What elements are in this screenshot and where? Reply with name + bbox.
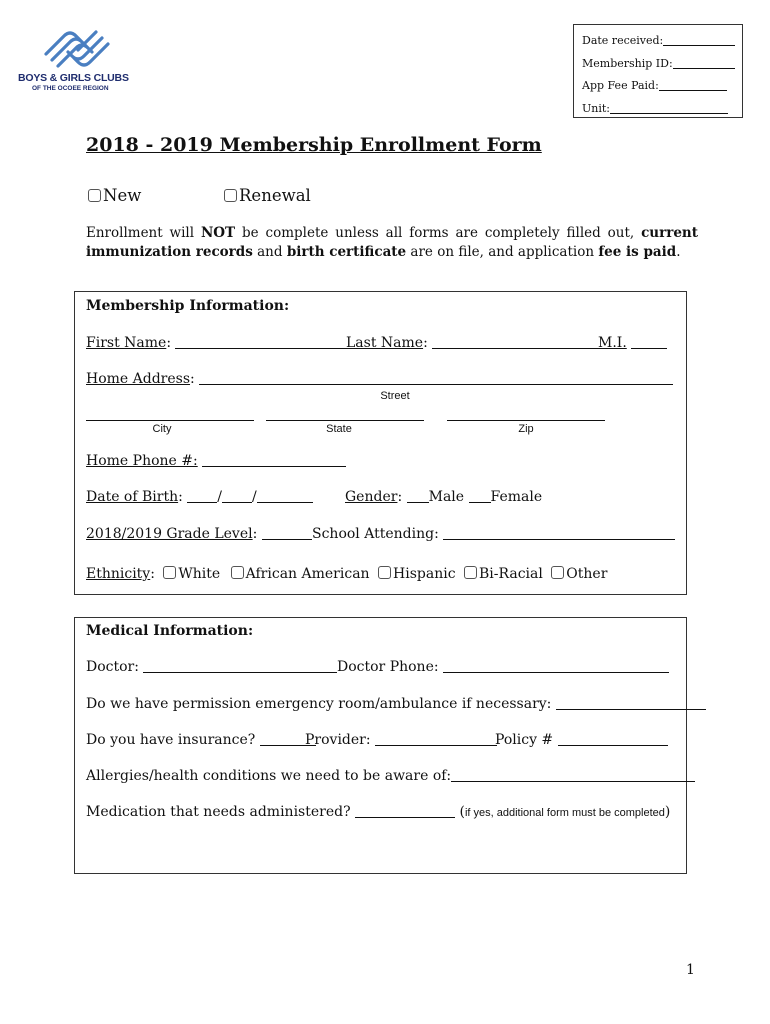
gender-row: Gender: Male Female [345,489,543,505]
ethnicity-other-label: Other [566,566,608,582]
city-caption: City [152,423,172,435]
membership-id-label: Membership ID: [582,56,673,70]
doctor-label: Doctor: [86,659,139,675]
male-field[interactable] [407,489,429,503]
state-field[interactable] [266,407,424,423]
notice-immunization: current immunization records [86,225,698,260]
grade-row: 2018/2019 Grade Level: [86,526,312,542]
ethnicity-african-american-checkbox[interactable] [231,566,244,579]
notice-text: be complete unless all forms are completely filled out, [235,225,642,241]
street-caption: Street [380,390,410,402]
last-name-field[interactable] [432,335,604,349]
ethnicity-biracial-label: Bi-Racial [478,566,543,582]
notice-text: are on file, and application [406,244,599,260]
date-received-field[interactable] [663,32,735,46]
home-phone-row [86,453,346,469]
office-use-box [573,24,743,118]
grade-level-field[interactable] [262,526,312,540]
zip-caption: Zip [518,423,534,435]
ethnicity-hispanic-checkbox[interactable] [378,566,391,579]
name-row: First Name: [86,335,353,351]
mi-label: M.I. [598,335,627,351]
school-label: School Attending: [312,526,439,542]
ethnicity-african-american-label: African American [245,566,370,582]
grade-level-label: 2018/2019 Grade Level [86,526,253,542]
notice-birth-certificate: birth certificate [286,244,407,260]
female-field[interactable] [469,489,491,503]
medication-field[interactable] [355,804,455,818]
doctor-phone-field[interactable] [443,659,669,673]
policy-label: Policy # [495,732,554,748]
policy-field[interactable] [558,732,668,746]
street-field[interactable] [199,371,673,385]
city-field[interactable] [86,407,254,423]
first-name-field[interactable] [175,335,353,349]
new-option[interactable] [88,186,141,205]
notice-text: Enrollment will [86,225,201,241]
first-name-label: First Name [86,335,167,351]
ethnicity-hispanic-label: Hispanic [393,566,456,582]
home-address-row: Home Address: [86,371,673,387]
membership-id-field[interactable] [673,55,735,69]
enrollment-notice [86,224,698,262]
gender-label: Gender [345,489,398,505]
app-fee-field[interactable] [659,77,727,91]
school-row [312,526,675,542]
doctor-phone-row [337,659,669,675]
ethnicity-white-checkbox[interactable] [163,566,176,579]
provider-field[interactable] [375,732,497,746]
provider-label: Provider: [305,732,371,748]
doctor-field[interactable] [143,659,337,673]
app-fee-label: App Fee Paid: [582,79,659,92]
insurance-label: Do you have insurance? [86,732,256,748]
club-logo-icon [40,24,114,68]
home-address-label: Home Address [86,371,191,387]
allergies-label: Allergies/health conditions we need to be aware of: [86,768,452,784]
ethnicity-other-checkbox[interactable] [551,566,564,579]
notice-fee: fee is paid [598,244,677,260]
medication-row: Medication that needs administered? (if yes, additional form must be completed) [86,804,671,820]
last-name-group: Last Name: [346,335,604,351]
allergies-field[interactable] [451,768,695,782]
dob-year-field[interactable] [257,489,313,503]
permission-row [86,696,706,712]
last-name-label: Last Name [346,335,424,351]
school-field[interactable] [443,526,675,540]
zip-field[interactable] [447,407,605,423]
date-received-label: Date received: [582,34,664,47]
doctor-phone-label: Doctor Phone: [337,659,439,675]
ethnicity-white-label: White [178,566,221,582]
state-caption: State [326,423,352,435]
permission-label: Do we have permission emergency room/ambulance if necessary: [86,696,552,712]
doctor-row [86,659,337,675]
dob-label: Date of Birth [86,489,179,505]
logo-line2: OF THE OCOEE REGION [32,85,109,92]
female-label: Female [490,489,543,505]
renewal-checkbox[interactable] [224,189,237,202]
home-phone-label: Home Phone #: [86,453,198,469]
notice-not: NOT [200,225,236,241]
logo-line1: BOYS & GIRLS CLUBS [18,72,129,84]
mi-group [598,335,667,351]
home-phone-field[interactable] [202,453,346,467]
allergies-row [86,768,695,784]
new-label: New [103,186,142,205]
membership-heading: Membership Information: [86,298,290,314]
male-label: Male [428,489,465,505]
new-checkbox[interactable] [88,189,101,202]
renewal-label: Renewal [239,186,311,205]
insurance-row [86,732,316,748]
form-title: 2018 - 2019 Membership Enrollment Form [86,134,542,156]
medication-label: Medication that needs administered? [86,804,351,820]
dob-month-field[interactable] [187,489,217,503]
unit-field[interactable] [610,100,728,114]
ethnicity-biracial-checkbox[interactable] [464,566,477,579]
dob-day-field[interactable] [222,489,252,503]
ethnicity-row: Ethnicity: White African American Hispanic Bi-Racial Other [86,566,608,582]
permission-field[interactable] [556,696,706,710]
club-logo [18,24,142,94]
provider-row [305,732,497,748]
renewal-option[interactable] [224,186,311,205]
ethnicity-label: Ethnicity [86,566,151,582]
medication-note: if yes, additional form must be completed [464,807,665,819]
unit-label: Unit: [582,101,610,115]
dob-row: Date of Birth: / / [86,489,313,505]
page-number: 1 [686,962,695,978]
notice-text: . [676,244,681,260]
mi-field[interactable] [631,335,667,349]
policy-row [495,732,668,748]
notice-text: and [252,244,287,260]
medical-heading: Medical Information: [86,623,254,639]
